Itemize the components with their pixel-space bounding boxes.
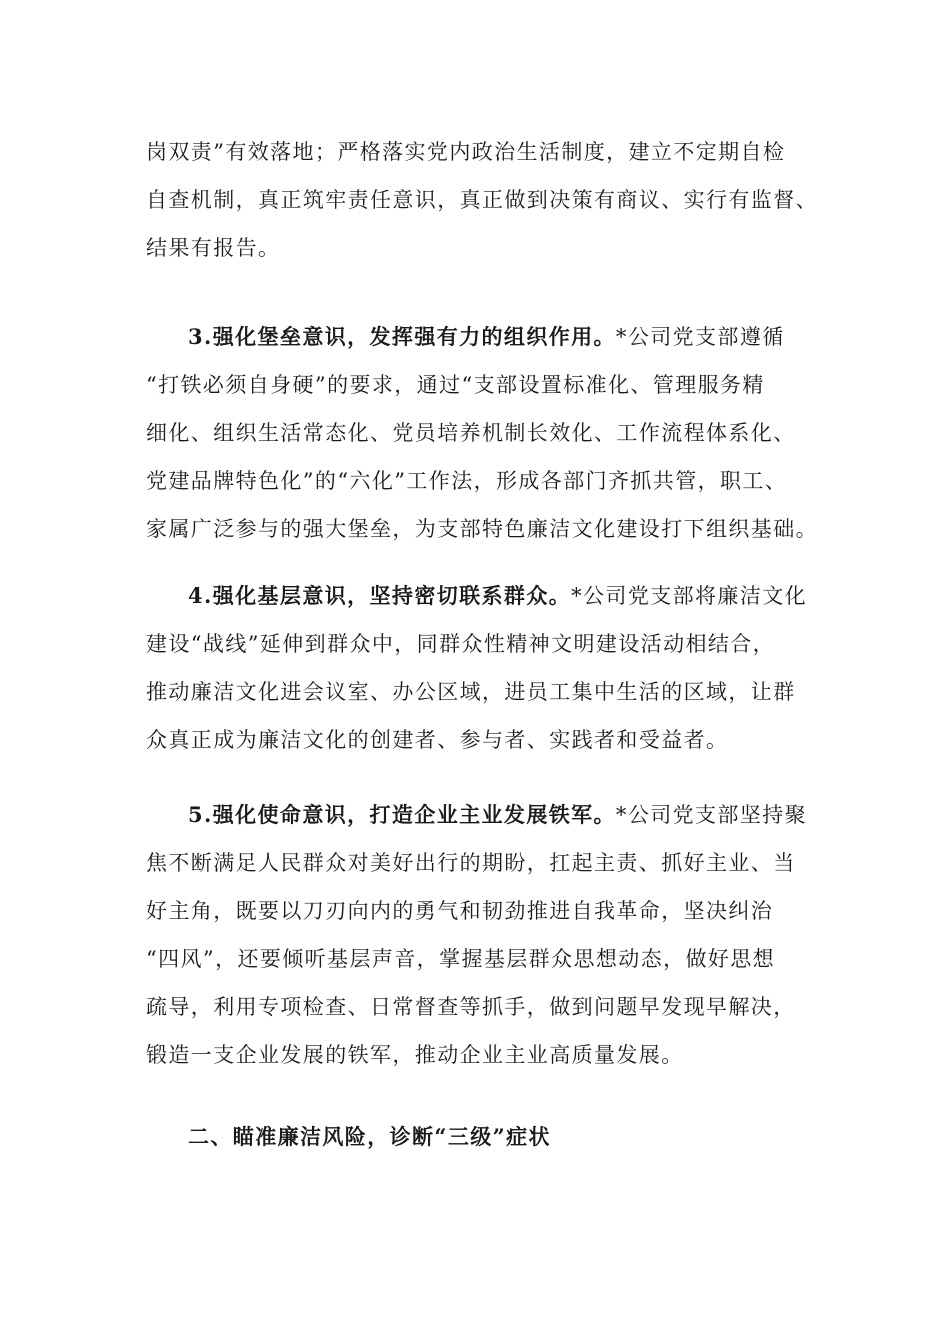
paragraph-4-lead: *公司党支部将廉洁文化: [571, 584, 808, 608]
paragraph-3-heading: 3.强化堡垒意识，发挥强有力的组织作用。: [188, 324, 616, 349]
paragraph-5-heading: 5.强化使命意识，打造企业主业发展铁军。: [188, 802, 616, 827]
paragraph-3-first-line: [188, 325, 785, 349]
body-text-line: 岗双责”有效落地；严格落实党内政治生活制度，建立不定期自检: [146, 140, 786, 164]
paragraph-4-heading: 4.强化基层意识，坚持密切联系群众。: [188, 583, 572, 608]
body-text-line: 自查机制，真正筑牢责任意识，真正做到决策有商议、实行有监督、: [146, 188, 818, 212]
section-heading: 二、瞄准廉洁风险，诊断“三级”症状: [188, 1124, 551, 1149]
paragraph-5-first-line: [188, 803, 807, 827]
body-text-line: 锻造一支企业发展的铁军，推动企业主业高质量发展。: [146, 1043, 684, 1067]
body-text-line: 结果有报告。: [146, 236, 281, 260]
paragraph-5-lead: *公司党支部坚持聚: [615, 803, 808, 827]
body-text-line: 好主角，既要以刀刃向内的勇气和韧劲推进自我革命，坚决纠治: [146, 899, 774, 923]
body-text-line: 家属广泛参与的强大堡垒，为支部特色廉洁文化建设打下组织基础。: [146, 517, 818, 541]
body-text-line: 建设“战线”延伸到群众中，同群众性精神文明建设活动相结合，: [146, 632, 776, 656]
paragraph-4-first-line: [188, 584, 807, 608]
body-text-line: 细化、组织生活常态化、党员培养机制长效化、工作流程体系化、: [146, 421, 796, 445]
paragraph-3-lead: *公司党支部遵循: [615, 325, 785, 349]
body-text-line: “打铁必须自身硬”的要求，通过“支部设置标准化、管理服务精: [146, 373, 765, 397]
body-text-line: 焦不断满足人民群众对美好出行的期盼，扛起主责、抓好主业、当: [146, 851, 796, 875]
body-text-line: “四风”，还要倾听基层声音，掌握基层群众思想动态，做好思想: [146, 947, 776, 971]
body-text-line: 疏导，利用专项检查、日常督查等抓手，做到问题早发现早解决，: [146, 995, 796, 1019]
body-text-line: 众真正成为廉洁文化的创建者、参与者、实践者和受益者。: [146, 728, 729, 752]
body-text-line: 党建品牌特色化”的“六化”工作法，形成各部门齐抓共管，职工、: [146, 469, 788, 493]
body-text-line: 推动廉洁文化进会议室、办公区域，进员工集中生活的区域，让群: [146, 680, 796, 704]
